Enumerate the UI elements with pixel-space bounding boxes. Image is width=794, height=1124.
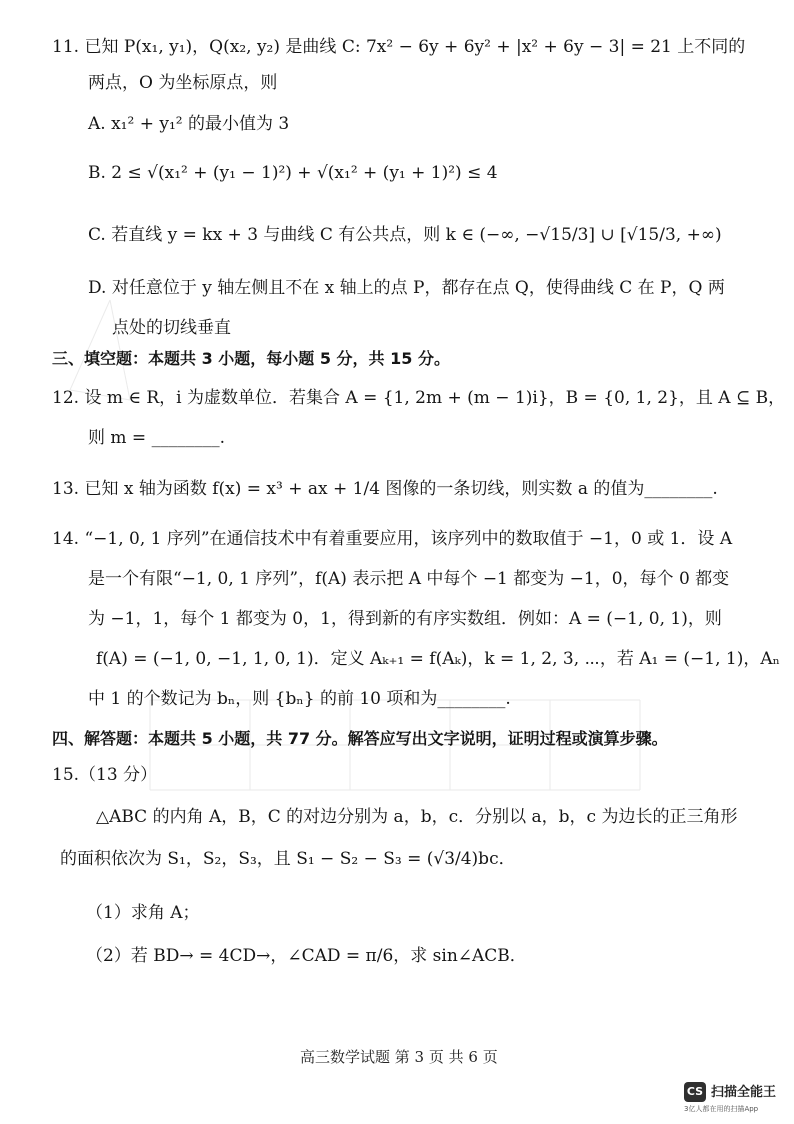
q14-line-3: 为 −1，1，每个 1 都变为 0，1，得到新的有序实数组．例如：A = (−1, 0, 1)，则 bbox=[88, 609, 722, 629]
q14-line-1: 14. “−1, 0, 1 序列”在通信技术中有着重要应用，该序列中的数取值于 −1，0 或 1．设 A bbox=[52, 529, 733, 549]
scanner-watermark bbox=[684, 1080, 794, 1116]
q11-stem-line-2: 两点，O 为坐标原点，则 bbox=[88, 73, 278, 93]
q15-line-2: 的面积依次为 S₁，S₂，S₃，且 S₁ − S₂ − S₃ = (√3/4)bc． bbox=[60, 849, 516, 869]
watermark-tagline: 3亿人都在用的扫描App bbox=[684, 1105, 759, 1113]
q11-option-d-line-2: 点处的切线垂直 bbox=[112, 318, 231, 338]
camscanner-logo-icon: CS bbox=[684, 1082, 706, 1102]
q15-part-1: （1）求角 A； bbox=[86, 903, 200, 923]
q11-option-b: B. 2 ≤ √(x₁² + (y₁ − 1)²) + √(x₁² + (y₁ + 1)²) ≤ 4 bbox=[88, 163, 498, 183]
q11-option-c: C. 若直线 y = kx + 3 与曲线 C 有公共点，则 k ∈ (−∞, −√15/3] ∪ [√15/3, +∞) bbox=[88, 225, 722, 245]
q11-stem-line-1: 11. 已知 P(x₁, y₁)，Q(x₂, y₂) 是曲线 C: 7x² − 6y + 6y² + |x² + 6y − 3| = 21 上不同的 bbox=[52, 37, 746, 57]
q11-option-a: A. x₁² + y₁² 的最小值为 3 bbox=[88, 114, 290, 134]
q14-line-5: 中 1 的个数记为 bₙ，则 {bₙ} 的前 10 项和为________. bbox=[88, 689, 511, 709]
q15-part-2: （2）若 BD→ = 4CD→，∠CAD = π/6，求 sin∠ACB． bbox=[86, 946, 527, 966]
q14-line-2: 是一个有限“−1, 0, 1 序列”，f(A) 表示把 A 中每个 −1 都变为 −1，0，每个 0 都变 bbox=[88, 569, 730, 589]
q13-line-1: 13. 已知 x 轴为函数 f(x) = x³ + ax + 1/4 图像的一条切线，则实数 a 的值为________. bbox=[52, 479, 718, 499]
page-footer: 高三数学试题 第 3 页 共 6 页 bbox=[300, 1048, 498, 1066]
q12-line-1: 12. 设 m ∈ R，i 为虚数单位．若集合 A = {1, 2m + (m − 1)i}，B = {0, 1, 2}，且 A ⊆ B， bbox=[52, 388, 786, 408]
q12-line-2: 则 m = ________. bbox=[88, 428, 225, 448]
section-4-heading: 四、解答题：本题共 5 小题，共 77 分。解答应写出文字说明，证明过程或演算步骤。 bbox=[52, 729, 668, 748]
q15-line-1: △ABC 的内角 A，B，C 的对边分别为 a，b，c．分别以 a，b，c 为边长的正三角形 bbox=[96, 807, 738, 827]
section-3-heading: 三、填空题：本题共 3 小题，每小题 5 分，共 15 分。 bbox=[52, 349, 450, 368]
watermark-name: 扫描全能王 bbox=[711, 1085, 777, 1100]
q14-line-4: f(A) = (−1, 0, −1, 1, 0, 1)．定义 Aₖ₊₁ = f(Aₖ)，k = 1, 2, 3, ⋯，若 A₁ = (−1, 1)，Aₙ bbox=[96, 649, 780, 669]
q11-option-d-line-1: D. 对任意位于 y 轴左侧且不在 x 轴上的点 P，都存在点 Q，使得曲线 C 在 P，Q 两 bbox=[88, 278, 725, 298]
q15-title: 15.（13 分） bbox=[52, 765, 158, 785]
